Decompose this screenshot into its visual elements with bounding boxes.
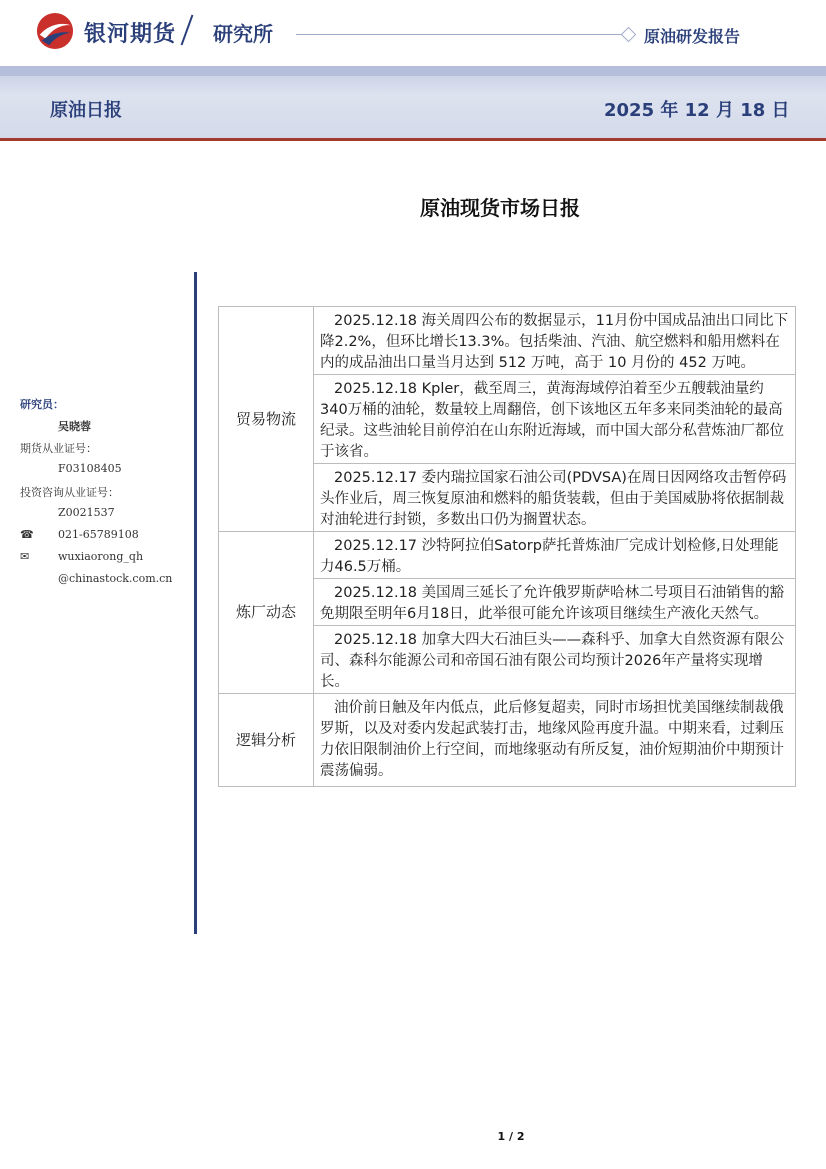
category-cell: 炼厂动态 (219, 532, 314, 694)
table-row (219, 694, 796, 787)
sidebar-divider (194, 272, 197, 934)
banner-report-name: 原油日报 (50, 100, 122, 121)
news-item: 2025.12.18 加拿大四大石油巨头——森科乎、加拿大自然资源有限公司、森科尔能源公司和帝国石油有限公司均预计2026年产量将实现增长。 (314, 626, 796, 694)
phone-icon: ☎ (20, 528, 34, 541)
report-type: 原油研发报告 (644, 27, 741, 46)
researcher-name: 吴晓蓉 (58, 420, 91, 433)
diamond-icon (621, 27, 637, 43)
advisory-license: Z0021537 (58, 506, 115, 519)
email-icon: ✉ (20, 550, 30, 563)
top-header (0, 0, 826, 66)
banner-date: 2025 年 12 月 18 日 (604, 100, 790, 121)
brand-name: 银河期货 (84, 22, 177, 47)
email-line-1: wuxiaorong_qh (58, 550, 144, 563)
table-row (219, 307, 796, 375)
header-rule (296, 34, 622, 35)
market-news-table (218, 306, 796, 787)
news-item: 2025.12.18 海关周四公布的数据显示，11月份中国成品油出口同比下降2.2%，但环比增长13.3%。包括柴油、汽油、航空燃料和船用燃料在内的成品油出口量当月达到 512 万吨，高于 10 月份的 452 万吨。 (314, 307, 796, 375)
futures-license: F03108405 (58, 462, 122, 475)
news-item: 2025.12.17 委内瑞拉国家石油公司(PDVSA)在周日因网络攻击暂停码头作业后，周三恢复原油和燃料的船货装载，但由于美国威胁将依据制裁对油轮进行封锁，多数出口仍为搁置状态。 (314, 464, 796, 532)
category-cell: 逻辑分析 (219, 694, 314, 787)
advisory-license-label: 投资咨询从业证号： (20, 486, 119, 499)
news-item: 2025.12.18 Kpler，截至周三，黄海海域停泊着至少五艘载油量约340万桶的油轮，数量较上周翻倍，创下该地区五年多来同类油轮的最高纪录。这些油轮目前停泊在山东附近海域，而中国大部分私营炼油厂都位于该省。 (314, 375, 796, 464)
institute-name: 研究所 (213, 22, 273, 46)
news-item: 2025.12.18 美国周三延长了允许俄罗斯萨哈林二号项目石油销售的豁免期限至明年6月18日，此举很可能允许该项目继续生产液化天然气。 (314, 579, 796, 626)
page-number: 1 / 2 (497, 1130, 525, 1143)
banner-rule (0, 138, 826, 141)
header-divider (181, 15, 194, 46)
analysis-text: 油价前日触及年内低点，此后修复超卖，同时市场担忧美国继续制裁俄罗斯，以及对委内发起武装打击，地缘风险再度升温。中期来看，过剩压力依旧限制油价上行空间，而地缘驱动有所反复，油价短期油价中期预计震荡偏弱。 (314, 694, 796, 787)
page-title: 原油现货市场日报 (420, 196, 580, 220)
futures-license-label: 期货从业证号： (20, 442, 97, 455)
phone-number: 021-65789108 (58, 528, 139, 541)
table-row (219, 532, 796, 579)
news-item: 2025.12.17 沙特阿拉伯Satorp萨托普炼油厂完成计划检修,日处理能力46.5万桶。 (314, 532, 796, 579)
email-line-2: @chinastock.com.cn (58, 572, 173, 585)
banner-stripe (0, 66, 826, 76)
researcher-label: 研究员： (20, 398, 64, 411)
galaxy-logo-icon (36, 12, 74, 50)
category-cell: 贸易物流 (219, 307, 314, 532)
